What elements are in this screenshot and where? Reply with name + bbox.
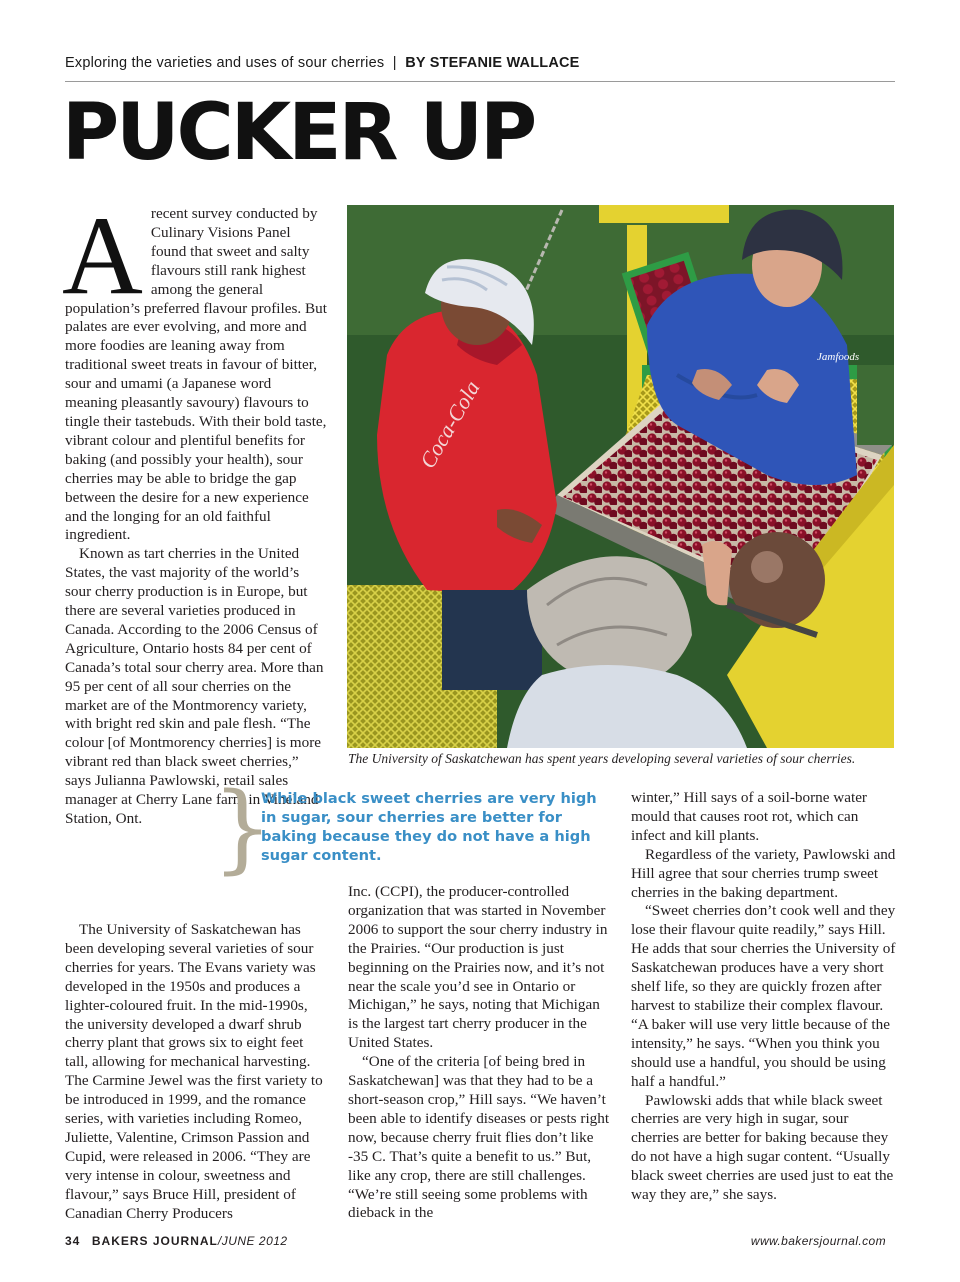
col3-paragraph-2: Regardless of the variety, Pawlowski and Hill agree that sour cherries trump sweet cherries in the baking department. <box>631 845 896 901</box>
article-kicker <box>65 55 580 71</box>
column-1-bottom <box>65 921 327 1224</box>
kicker-separator: | <box>392 55 397 71</box>
shirt-logo-text: Coca-Cola <box>414 376 485 473</box>
publication-name: BAKERS JOURNAL <box>91 1234 218 1248</box>
footer-left <box>65 1234 288 1248</box>
byline: BY STEFANIE WALLACE <box>405 55 580 71</box>
photo-illustration <box>347 205 894 748</box>
issue-date: /JUNE 2012 <box>217 1234 288 1248</box>
pull-quote: While black sweet cherries are very high in sugar, sour cherries are better for baking because they do not have a high sugar content. <box>261 790 597 864</box>
col2-paragraph-2: “One of the criteria [of being bred in Saskatchewan] was that they had to be a short-season crop,” Hill says. “We haven’t been able to identify diseases or pests right now, because cherry fruit flies don’t like -35 C. That’s quite a benefit to us.” But, like any crop, there are still challenges. “We’re still seeing some problems with dieback in the <box>348 1053 610 1222</box>
cherry-sorting-photo <box>347 205 894 748</box>
col1-paragraph-3: The University of Saskatchewan has been developing several varieties of sour cherries for years. The Evans variety was developed in the 1950s and produces a lighter-coloured fruit. In the mid-1990s, the university developed a dwarf shrub cherry plant that grows six to eight feet tall, allowing for mechanical harvesting. The Carmine Jewel was the first variety to be introduced in 1999, and the romance series, with varieties including Romeo, Juliette, Valentine, Crimson Passion and Cupid, were released in 2006. “They are very intense in colour, sweetness and flavour,” says Bruce Hill, president of Canadian Cherry Producers <box>65 921 323 1222</box>
header-rule <box>65 81 895 82</box>
drop-cap: A <box>62 194 143 318</box>
col3-paragraph-1: winter,” Hill says of a soil-borne water mould that causes root rot, which can infect and kill plants. <box>631 789 867 844</box>
col1-paragraph-1: recent survey conducted by Culinary Visions Panel found that sweet and salty flavours still rank highest among the general population’s preferred flavour profiles. But palates are ever evolving, and more and more foodies are leaning away from traditional sweet treats in favour of bitter, sour and umami (a Japanese word meaning pleasantly savoury) flavours to tingle their tastebuds. With their bold taste, vibrant colour and plentiful benefits for baking (and possibly your health), sour cherries may be able to bridge the gap between the desire for a new experience and the longing for an old faithful ingredient. <box>65 205 327 544</box>
kicker-text: Exploring the varieties and uses of sour cherries <box>65 55 385 71</box>
col3-paragraph-3: “Sweet cherries don’t cook well and they lose their flavour quite readily,” says Hill. He adds that sour cherries the University of Saskatchewan produces have a very short shelf life, so they are quickly frozen after harvest to stabilize their complex flavour. “A baker will use very little because of the intensity,” he says. “When you think you should use a handful, you should be using half a handful.” <box>631 902 896 1090</box>
column-3 <box>631 789 896 1205</box>
headline: PUCKER UP <box>62 88 535 178</box>
col1-paragraph-2: Known as tart cherries in the United States, the vast majority of the world’s sour cherry production is in Europe, but there are several varieties produced in Canada. According to the 2006 Census of Agriculture, Ontario hosts 84 per cent of Canada’s total sour cherry area. More than 95 per cent of all sour cherries on the market are of the Montmorency variety, with bright red skin and pale flesh. “The colour [of Montmorency cherries] is more vibrant red than black sweet cherries,” says Julianna Pawlowski, retail sales manager at Cherry Lane farm in Vineland Station, Ont. <box>65 545 324 827</box>
column-2 <box>348 883 613 1223</box>
col2-paragraph-1: Inc. (CCPI), the producer-controlled organization that was started in November 2006 to support the sour cherry industry in the Prairies. “Our production is just beginning on the Prairies now, and it’s not near the scale you’d see in Ontario or Michigan,” he says, noting that Michigan is the largest tart cherry producer in the United States. <box>348 883 608 1052</box>
footer-url: www.bakersjournal.com <box>750 1234 886 1248</box>
pull-quote-brace: } <box>212 772 274 884</box>
cap-logo-text: Jamfoods <box>817 351 860 363</box>
photo-caption: The University of Saskatchewan has spent years developing several varieties of sour cherries. <box>348 751 856 766</box>
column-1-top <box>62 194 327 829</box>
page-number: 34 <box>65 1234 81 1248</box>
col3-paragraph-4: Pawlowski adds that while black sweet cherries are very high in sugar, sour cherries are better for baking because they do not have a high sugar content. “Usually black sweet cherries are used just to eat the way they are,” she says. <box>631 1091 894 1204</box>
